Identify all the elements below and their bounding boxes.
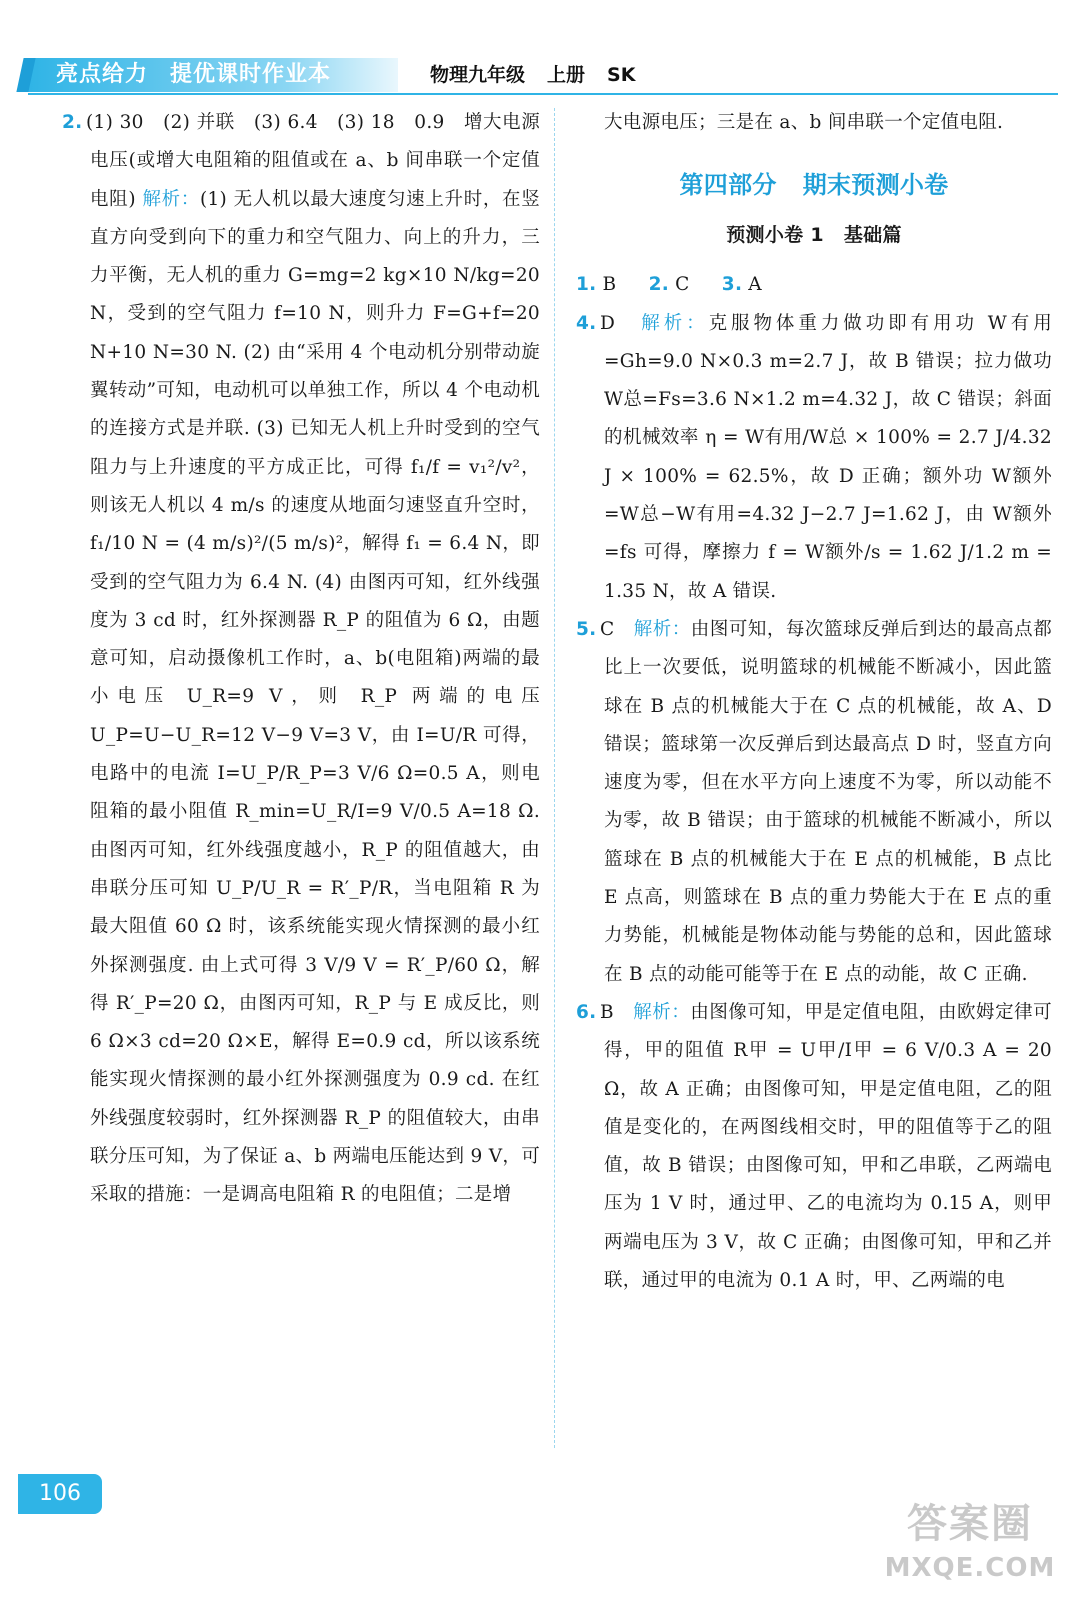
answer-choice: A: [748, 274, 762, 296]
section-part: 第四部分: [679, 171, 777, 200]
answer-item-6: [576, 994, 1052, 1300]
answer-choice: B: [602, 274, 617, 296]
subject-grade: 物理九年级: [430, 64, 526, 86]
watermark-text: 答案圈: [907, 1501, 1033, 1547]
question-number: 6.: [576, 1001, 597, 1023]
analysis-text: 克服物体重力做功即有用功 W有用=Gh=9.0 N×0.3 m=2.7 J，故 B 错误；拉力做功 W总=Fs=3.6 N×1.2 m=4.32 J，故 C 错误；斜面的机械效率 η = W有用/W总 × 100% = 2.7 J/4.32 J × 100% = 62.5%，故 D 正确；额外功 W额外=W总−W有用=4.32 J−2.7 J=1.62 J，由 W额外=fs 可得，摩擦力 f = W额外/s = 1.62 J/1.2 m = 1.35 N，故 A 错误.: [604, 312, 1052, 602]
answer-choice: B: [600, 1001, 614, 1023]
watermark-url: MXQE.COM: [884, 1553, 1056, 1583]
header-subject: [430, 58, 635, 92]
short-answers: [576, 266, 1052, 304]
section-title: [576, 168, 1052, 202]
analysis-text: (1) 无人机以最大速度匀速上升时，在竖直方向受到向下的重力和空气阻力、向上的升力，三力平衡，无人机的重力 G=mg=2 kg×10 N/kg=20 N，受到的空气阻力 f=10 N，则升力 F=G+f=20 N+10 N=30 N. (2) 由“采用 4 个电动机分别带动旋翼转动”可知，电动机可以单独工作，所以 4 个电动机的连接方式是并联. (3) 已知无人机上升时受到的空气阻力与上升速度的平方成正比，可得 f₁/f = v₁²/v²，则该无人机以 4 m/s 的速度从地面匀速竖直升空时，f₁/10 N = (4 m/s)²/(5 m/s)²，解得 f₁ = 6.4 N，即受到的空气阻力为 6.4 N. (4) 由图丙可知，红外线强度为 3 cd 时，红外探测器 R_P 的阻值为 6 Ω，由题意可知，启动摄像机工作时，a、b(电阻箱)两端的最小电压 U_R=9 V，则 R_P 两端的电压 U_P=U−U_R=12 V−9 V=3 V，由 I=U/R 可得，电路中的电流 I=U_P/R_P=3 V/6 Ω=0.5 A，则电阻箱的最小阻值 R_min=U_R/I=9 V/0.5 A=18 Ω. 由图丙可知，红外线强度越小，R_P 的阻值越大，由串联分压可知 U_P/U_R = R′_P/R，当电阻箱 R 为最大阻值 60 Ω 时，该系统能实现火情探测的最小红外探测强度. 由上式可得 3 V/9 V = R′_P/60 Ω，解得 R′_P=20 Ω，由图丙可知，R_P 与 E 成反比，则 6 Ω×3 cd=20 Ω×E，解得 E=0.9 cd，所以该系统能实现火情探测的最小红外探测强度为 0.9 cd. 在红外线强度较弱时，红外探测器 R_P 的阻值较大，由串联分压可知，为了保证 a、b 两端电压能达到 9 V，可采取的措施：一是调高电阻箱 R 的电阻值；二是增: [90, 188, 541, 1206]
series-name: 提优课时作业本: [170, 62, 332, 87]
left-column: [62, 104, 540, 1215]
analysis-text: 由图可知，每次篮球反弹后到达的最高点都比上一次要低，说明篮球的机械能不断减小，因此篮球在 B 点的机械能大于在 C 点的机械能，故 A、D 错误；篮球第一次反弹后到达最高点 D 时，竖直方向速度为零，但在水平方向上速度不为零，所以动能不为零，故 B 错误；由于篮球的机械能不断减小，所以篮球在 B 点的机械能大于在 E 点的机械能，B 点比 E 点高，则篮球在 B 点的重力势能大于在 E 点的重力势能，机械能是物体动能与势能的总和，因此篮球在 B 点的动能可能等于在 E 点的动能，故 C 正确.: [604, 618, 1052, 985]
analysis-label: 解析：: [142, 188, 200, 210]
question-number: 3.: [721, 274, 743, 296]
paper-title: [576, 218, 1052, 252]
answer-item-5: [576, 611, 1052, 994]
question-number: 2.: [62, 112, 83, 133]
brand-name: 亮点给力: [56, 62, 149, 87]
analysis-label: 解析：: [641, 312, 709, 334]
volume: 上册: [547, 64, 586, 86]
analysis-label: 解析：: [633, 618, 691, 640]
paper-number: 预测小卷 1: [726, 224, 824, 247]
edition: SK: [607, 64, 636, 86]
column-divider: [554, 108, 555, 1448]
question-number: 4.: [576, 312, 597, 334]
watermark-logo: [880, 1498, 1060, 1596]
question-number: 5.: [576, 618, 597, 640]
answer-choice: C: [600, 618, 615, 640]
question-number: 1.: [576, 274, 597, 296]
question-number: 2.: [648, 274, 670, 296]
page-header: [0, 0, 1076, 96]
answer-item-2: [62, 104, 540, 1215]
header-rule: [28, 93, 1058, 95]
analysis-label: 解析：: [633, 1001, 691, 1023]
section-name: 期末预测小卷: [802, 171, 949, 200]
page-number: 106: [18, 1474, 102, 1514]
analysis-text: 由图像可知，甲是定值电阻，由欧姆定律可得，甲的阻值 R甲 = U甲/I甲 = 6 V/0.3 A = 20 Ω，故 A 正确；由图像可知，甲是定值电阻，乙的阻值是变化的，在两图线相交时，甲的阻值等于乙的阻值，故 B 错误；由图像可知，甲和乙串联，乙两端电压为 1 V 时，通过甲、乙的电流均为 0.15 A，则甲两端电压为 3 V，故 C 正确；由图像可知，甲和乙并联，通过甲的电流为 0.1 A 时，甲、乙两端的电: [604, 1001, 1052, 1292]
answer-item-2-continued: 大电源电压；三是在 a、b 间串联一个定值电阻.: [604, 112, 1004, 133]
answer-text: (1) 30 (2) 并联 (3) 6.4 (3) 18 0.9 增大电源电压(或增大电阻箱的阻值或在 a、b 间串联一个定值电阻): [86, 112, 540, 210]
header-brand: [56, 58, 331, 92]
right-column: [576, 104, 1052, 1300]
answer-choice: D: [600, 312, 616, 334]
paper-level: 基础篇: [843, 224, 902, 247]
answer-item-4: [576, 305, 1052, 611]
answer-choice: C: [675, 274, 690, 296]
